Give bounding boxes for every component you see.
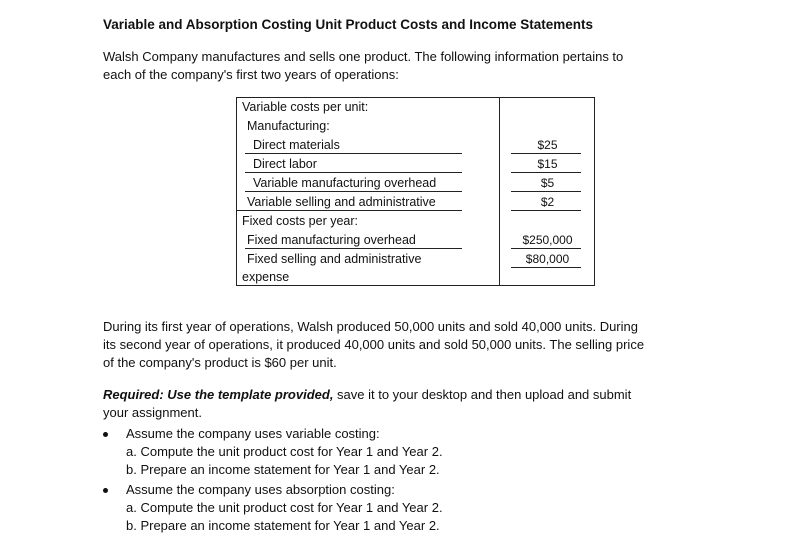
- row-underline: [245, 191, 462, 192]
- operations-line-2: its second year of operations, it produced 40,000 units and sold 50,000 units. The selling price: [103, 337, 645, 352]
- cost-table: [236, 97, 595, 286]
- value-underline: [511, 267, 581, 268]
- task-subitem: a. Compute the unit product cost for Year 1 and Year 2.: [126, 500, 443, 515]
- cost-row-label: Variable manufacturing overhead: [253, 176, 437, 190]
- cost-row-value: $80,000: [525, 252, 570, 266]
- value-underline: [511, 172, 581, 173]
- cost-row-label: Variable selling and administrative: [247, 195, 436, 209]
- operations-line-3: of the company's product is $60 per unit.: [103, 355, 337, 370]
- required-text: save it to your desktop and then upload and submit: [333, 387, 632, 402]
- cost-row-value: $5: [540, 176, 555, 190]
- cost-row-label: Fixed manufacturing overhead: [247, 233, 416, 247]
- cost-row-label: Fixed costs per year:: [242, 214, 359, 228]
- cost-row-label: Manufacturing:: [247, 119, 330, 133]
- cost-row-label: Fixed selling and administrative: [247, 252, 422, 266]
- cost-row-label: Direct materials: [253, 138, 340, 152]
- row-underline: [237, 210, 462, 211]
- task-subitem: b. Prepare an income statement for Year 1 and Year 2.: [126, 462, 440, 477]
- cost-row-label: expense: [242, 270, 290, 284]
- task-subitem: a. Compute the unit product cost for Year 1 and Year 2.: [126, 444, 443, 459]
- cost-row-value: $15: [537, 157, 558, 171]
- required-label: Required: Use the template provided,: [103, 387, 334, 402]
- value-underline: [511, 210, 581, 211]
- bullet-dot-icon: [103, 488, 108, 493]
- intro-line-2: each of the company's first two years of operations:: [103, 67, 399, 82]
- row-underline: [245, 153, 462, 154]
- task-bullet-text: Assume the company uses absorption costing:: [126, 482, 395, 497]
- cost-row-label: Variable costs per unit:: [242, 100, 369, 114]
- document-title: Variable and Absorption Costing Unit Product Costs and Income Statements: [103, 17, 594, 32]
- row-underline: [245, 248, 462, 249]
- task-bullet-text: Assume the company uses variable costing:: [126, 426, 380, 441]
- operations-line-1: During its first year of operations, Walsh produced 50,000 units and sold 40,000 units. During: [103, 319, 638, 334]
- cost-row-value: $2: [540, 195, 555, 209]
- bullet-dot-icon: [103, 432, 108, 437]
- cost-row-value: $25: [537, 138, 558, 152]
- intro-paragraph: [103, 48, 623, 84]
- operations-paragraph: [103, 318, 644, 372]
- value-underline: [511, 248, 581, 249]
- required-line-2: your assignment.: [103, 405, 202, 420]
- value-underline: [511, 191, 581, 192]
- value-underline: [511, 153, 581, 154]
- intro-line-1: Walsh Company manufactures and sells one product. The following information pertains to: [103, 49, 624, 64]
- task-subitem: b. Prepare an income statement for Year 1 and Year 2.: [126, 518, 440, 533]
- cost-row-value: $250,000: [522, 233, 573, 247]
- cost-row-label: Direct labor: [253, 157, 317, 171]
- row-underline: [245, 172, 462, 173]
- required-paragraph: [103, 386, 631, 422]
